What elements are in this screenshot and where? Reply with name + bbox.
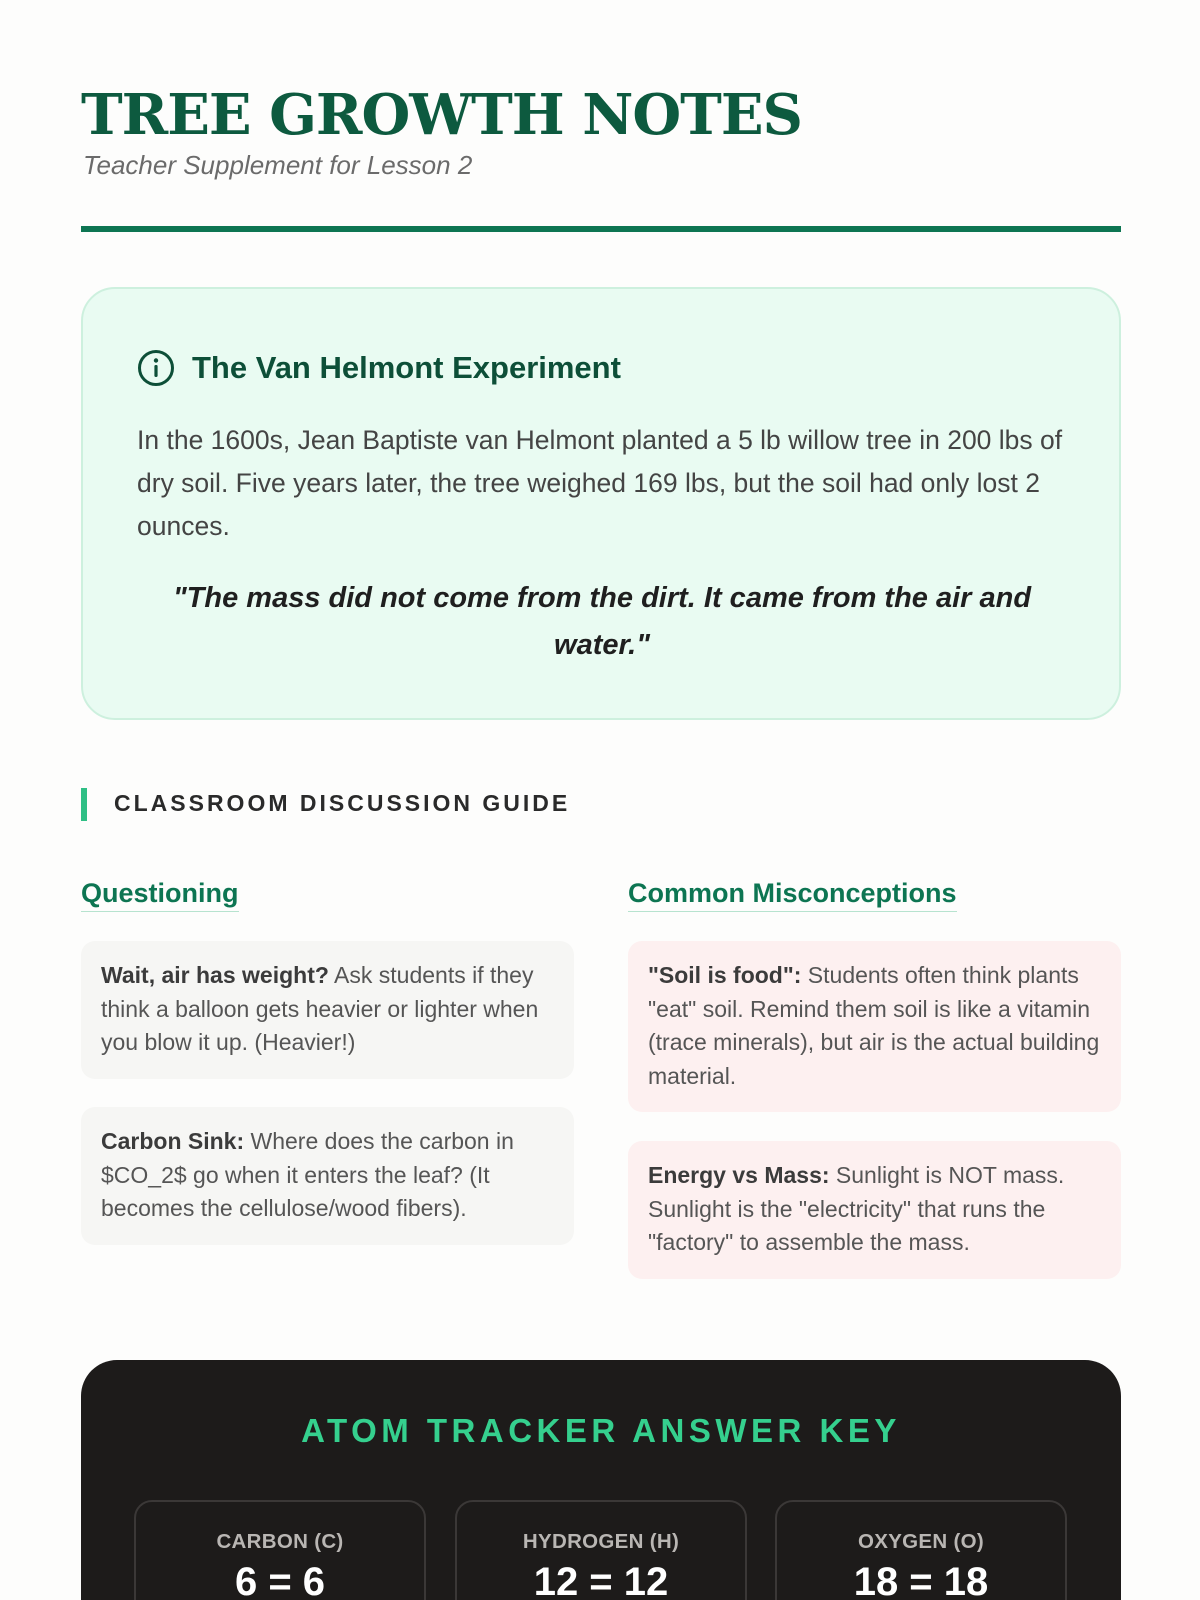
atom-tracker-panel bbox=[81, 1360, 1121, 1600]
atom-value: 6 = 6 bbox=[234, 1560, 326, 1600]
atom-box-carbon bbox=[134, 1500, 426, 1600]
atom-value: 18 = 18 bbox=[853, 1560, 989, 1600]
misconceptions-heading: Common Misconceptions bbox=[628, 878, 957, 912]
atom-box-hydrogen bbox=[455, 1500, 747, 1600]
experiment-header bbox=[137, 349, 621, 387]
header-divider bbox=[81, 226, 1121, 232]
atom-tracker-title: ATOM TRACKER ANSWER KEY bbox=[301, 1412, 901, 1449]
misconception-card-energy-mass bbox=[628, 1141, 1121, 1279]
card-text: Sunlight is NOT mass. Sunlight is the "electricity" that runs the "factory" to assemble the mass. bbox=[648, 1162, 1065, 1255]
questioning-heading: Questioning bbox=[81, 878, 239, 912]
discussion-guide-heading: CLASSROOM DISCUSSION GUIDE bbox=[114, 790, 571, 816]
experiment-card bbox=[81, 287, 1121, 720]
card-text: Where does the carbon in $CO_2$ go when it enters the leaf? (It becomes the cellulose/wood fibers). bbox=[101, 1128, 514, 1221]
card-lead: Carbon Sink: bbox=[101, 1128, 245, 1154]
atom-label: HYDROGEN (H) bbox=[522, 1530, 680, 1553]
atom-box-oxygen bbox=[775, 1500, 1067, 1600]
atom-label: OXYGEN (O) bbox=[857, 1530, 984, 1553]
card-text: Students often think plants "eat" soil. Remind them soil is like a vitamin (trace minerals), but air is the actual building material. bbox=[648, 962, 1100, 1089]
card-text: Ask students if they think a balloon gets heavier or lighter when you blow it up. (Heavier!) bbox=[101, 962, 539, 1055]
atom-value: 12 = 12 bbox=[533, 1560, 669, 1600]
card-lead: "Soil is food": bbox=[648, 962, 802, 988]
experiment-title: The Van Helmont Experiment bbox=[192, 350, 621, 385]
page-subtitle: Teacher Supplement for Lesson 2 bbox=[83, 150, 473, 180]
question-card-carbon-sink bbox=[81, 1107, 574, 1245]
info-circle-icon bbox=[137, 349, 175, 387]
experiment-quote: "The mass did not come from the dirt. It came from the air and water." bbox=[172, 582, 1032, 661]
page-title: TREE GROWTH NOTES bbox=[81, 82, 802, 148]
misconception-card-soil-food bbox=[628, 941, 1121, 1112]
card-lead: Wait, air has weight? bbox=[101, 962, 329, 988]
question-card-air-weight bbox=[81, 941, 574, 1079]
card-lead: Energy vs Mass: bbox=[648, 1162, 830, 1188]
experiment-body: In the 1600s, Jean Baptiste van Helmont planted a 5 lb willow tree in 200 lbs of dry soil. Five years later, the tree weighed 169 lbs, but the soil had only lost 2 ounces. bbox=[137, 425, 1063, 541]
atom-label: CARBON (C) bbox=[216, 1530, 344, 1553]
section-accent-bar bbox=[81, 788, 87, 821]
